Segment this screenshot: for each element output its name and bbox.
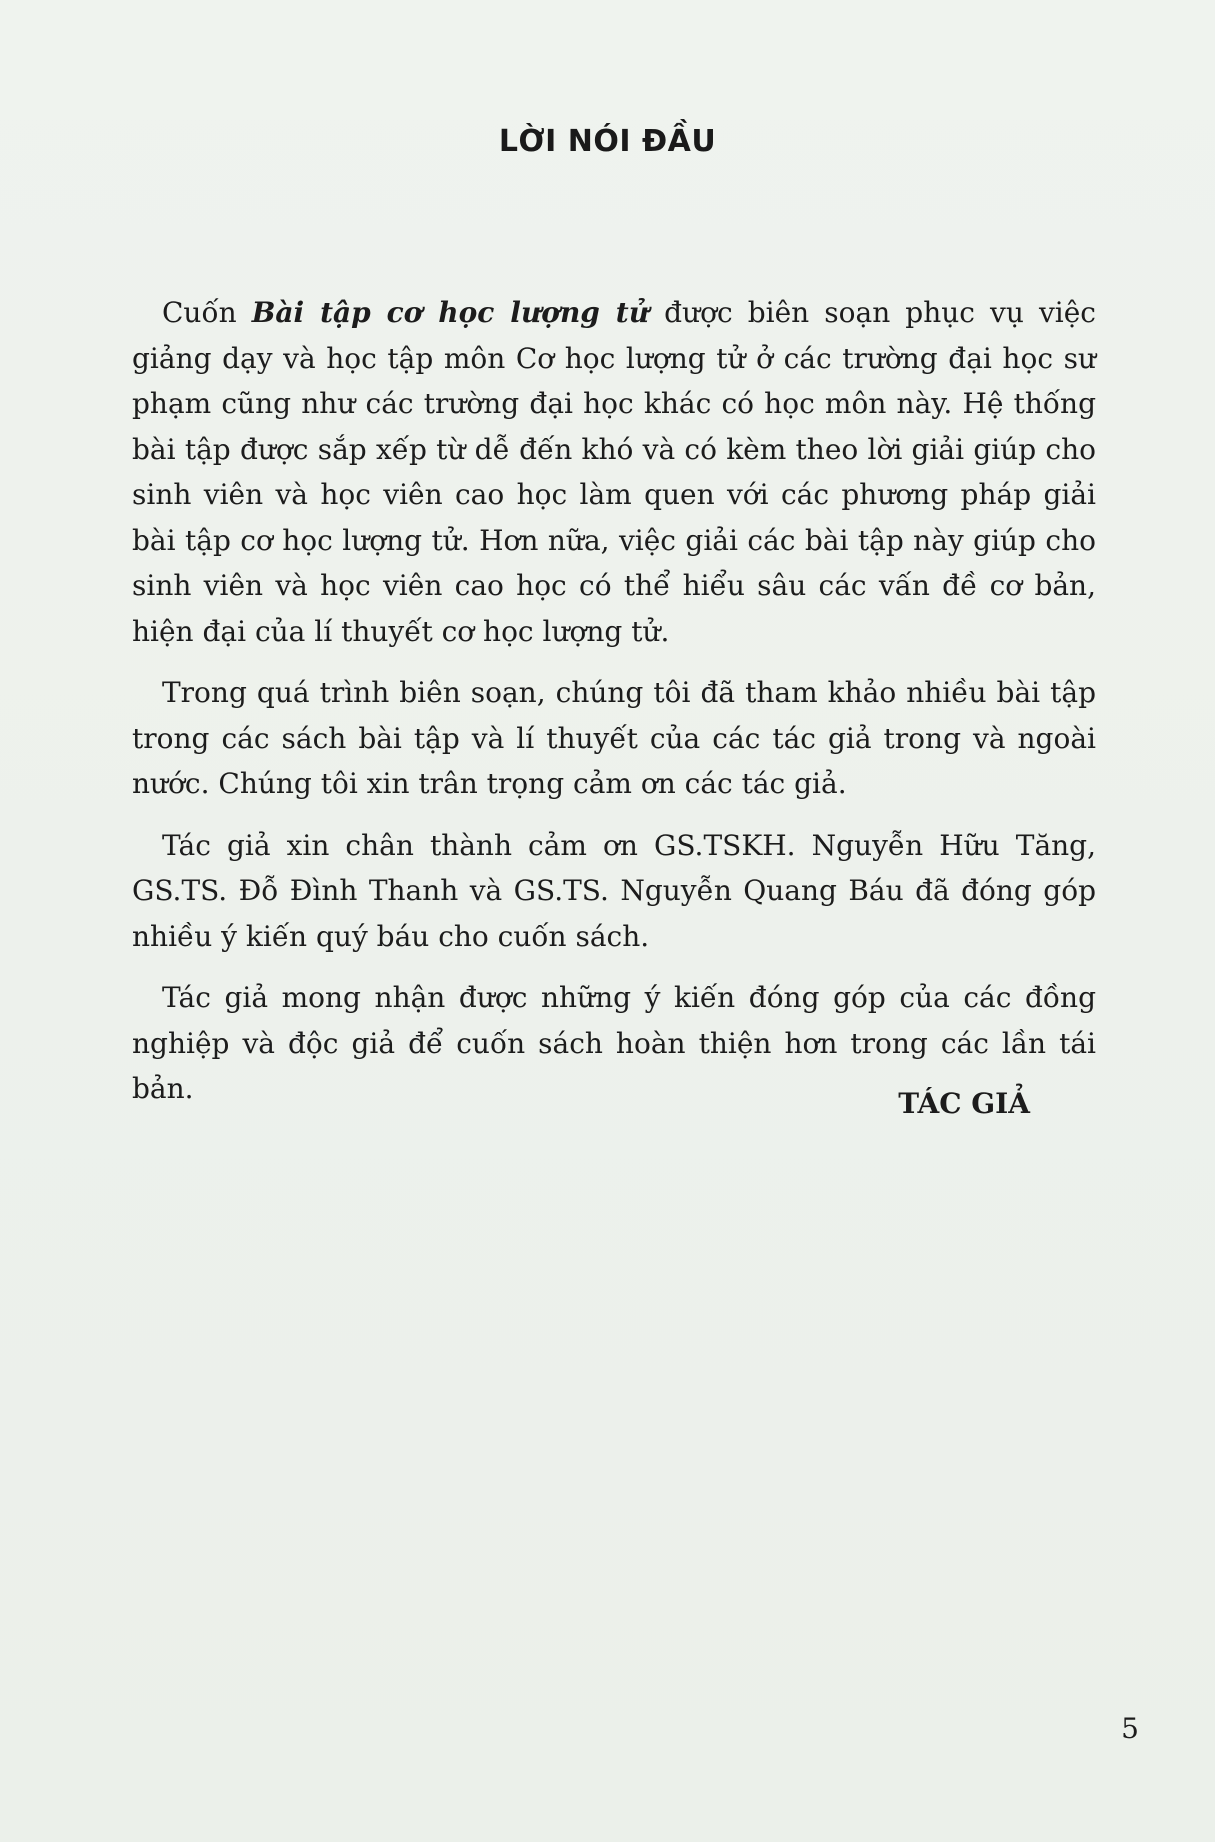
paragraph-2: Trong quá trình biên soạn, chúng tôi đã tham khảo nhiều bài tập trong các sách bài tập và lí thuyết của các tác giả trong và ngoài nước. Chúng tôi xin trân trọng cảm ơn các tác giả. <box>132 676 1096 800</box>
bleed-through-shadow <box>470 190 485 246</box>
book-title: Bài tập cơ học lượng tử <box>251 296 650 329</box>
paragraph-1-lead: Cuốn <box>162 296 252 329</box>
preface-body <box>132 290 1096 1128</box>
author-signature: TÁC GIẢ <box>898 1087 1030 1120</box>
page-heading: LỜI NÓI ĐẦU <box>498 124 717 159</box>
paragraph-1 <box>132 290 1096 654</box>
page-number: 5 <box>1121 1712 1139 1745</box>
paragraph-4: Tác giả mong nhận được những ý kiến đóng góp của các đồng nghiệp và độc giả để cuốn sách hoàn thiện hơn trong các lần tái bản. <box>132 981 1096 1105</box>
paragraph-3: Tác giả xin chân thành cảm ơn GS.TSKH. Nguyễn Hữu Tăng, GS.TS. Đỗ Đình Thanh và GS.TS. Nguyễn Quang Báu đã đóng góp nhiều ý kiến quý báu cho cuốn sách. <box>132 828 1096 953</box>
paragraph-1-rest: được biên soạn phục vụ việc giảng dạy và học tập môn Cơ học lượng tử ở các trường đại học sư phạm cũng như các trường đại học khác có học môn này. Hệ thống bài tập được sắp xếp từ dễ đến khó và có kèm theo lời giải giúp cho sinh viên và học viên cao học làm quen với các phương pháp giải bài tập cơ học lượng tử. Hơn nữa, việc giải các bài tập này giúp cho sinh viên và học viên cao học có thể hiểu sâu các vấn đề cơ bản, hiện đại của lí thuyết cơ học lượng tử. <box>132 296 1096 648</box>
